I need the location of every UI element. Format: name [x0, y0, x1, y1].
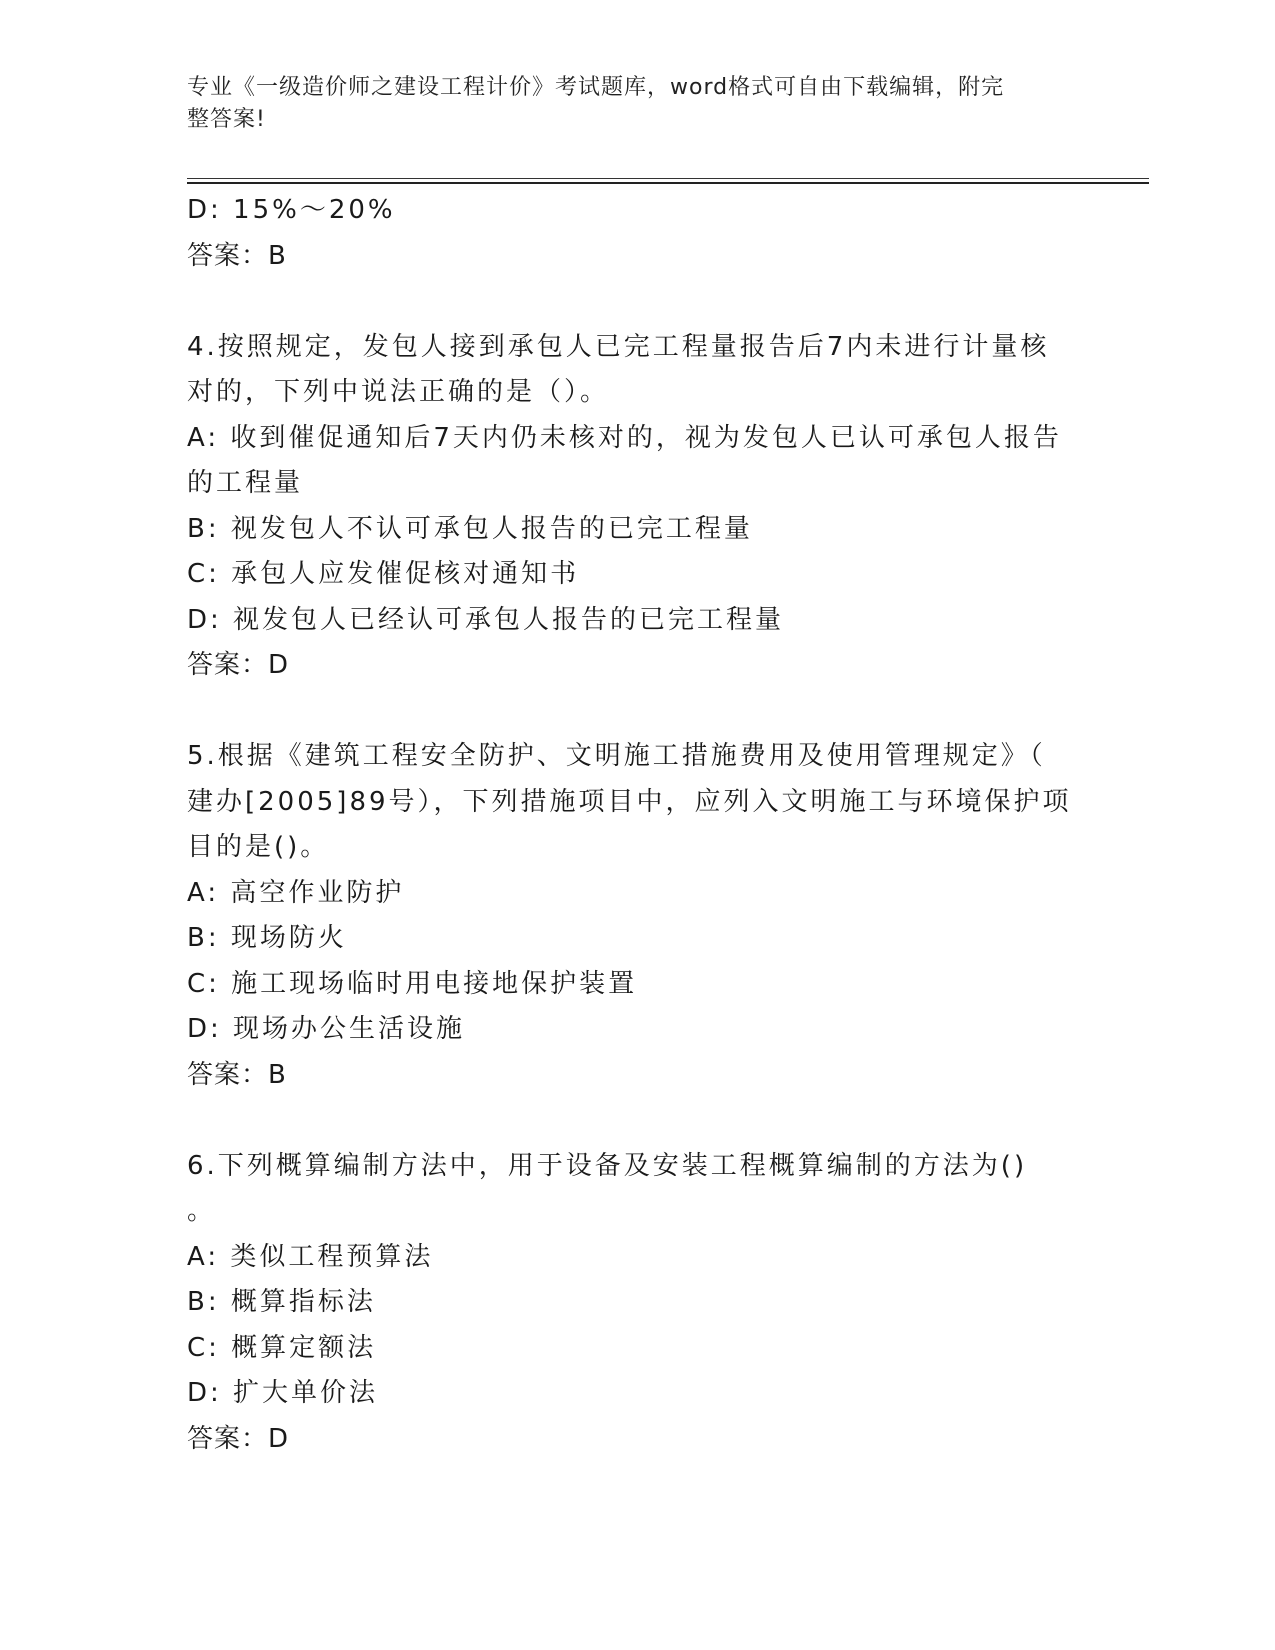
spacer — [187, 689, 1087, 735]
question-5 — [187, 734, 1087, 1098]
question-stem: 5.根据《建筑工程安全防护、文明施工措施费用及使用管理规定》（ — [187, 741, 1046, 771]
option-b: B: 现场防火 — [187, 923, 347, 953]
answer: 答案：D — [187, 1423, 290, 1454]
question-stem: 对的，下列中说法正确的是（）。 — [187, 377, 610, 407]
answer: 答案：B — [187, 1059, 287, 1090]
header-line-2: 整答案! — [187, 107, 266, 132]
option-c: C: 施工现场临时用电接地保护装置 — [187, 968, 638, 999]
option-c: C: 概算定额法 — [187, 1332, 377, 1363]
question-4 — [187, 325, 1087, 689]
question-stem: 目的是()。 — [187, 832, 330, 862]
header-divider-thick — [187, 182, 1149, 184]
question-stem: 4.按照规定，发包人接到承包人已完工程量报告后7内未进行计量核 — [187, 331, 1050, 362]
header-line-1: 专业《一级造价师之建设工程计价》考试题库，word格式可自由下载编辑，附完 — [187, 75, 1005, 100]
option-d: D: 现场办公生活设施 — [187, 1014, 466, 1044]
answer: 答案：D — [187, 650, 290, 680]
spacer — [187, 1098, 1087, 1144]
header-divider-thin — [187, 178, 1149, 179]
prev-option-d: D: 15%～20% — [187, 195, 396, 225]
option-d: D: 视发包人已经认可承包人报告的已完工程量 — [187, 604, 785, 635]
option-d: D: 扩大单价法 — [187, 1378, 379, 1408]
page-header — [187, 72, 1067, 136]
question-6 — [187, 1144, 1087, 1463]
option-a: A: 类似工程预算法 — [187, 1241, 434, 1272]
spacer — [187, 279, 1087, 325]
option-a: A: 高空作业防护 — [187, 877, 405, 908]
question-stem: 。 — [187, 1196, 217, 1226]
option-a-continued: 的工程量 — [187, 468, 304, 498]
question-content — [187, 188, 1087, 1462]
option-b: B: 视发包人不认可承包人报告的已完工程量 — [187, 513, 753, 544]
prev-answer: 答案：B — [187, 240, 287, 271]
question-stem: 6.下列概算编制方法中，用于设备及安装工程概算编制的方法为() — [187, 1150, 1028, 1181]
question-stem: 建办[2005]89号），下列措施项目中，应列入文明施工与环境保护项 — [187, 786, 1072, 817]
option-b: B: 概算指标法 — [187, 1287, 376, 1317]
option-c: C: 承包人应发催促核对通知书 — [187, 559, 580, 589]
option-a: A: 收到催促通知后7天内仍未核对的，视为发包人已认可承包人报告 — [187, 422, 1062, 453]
